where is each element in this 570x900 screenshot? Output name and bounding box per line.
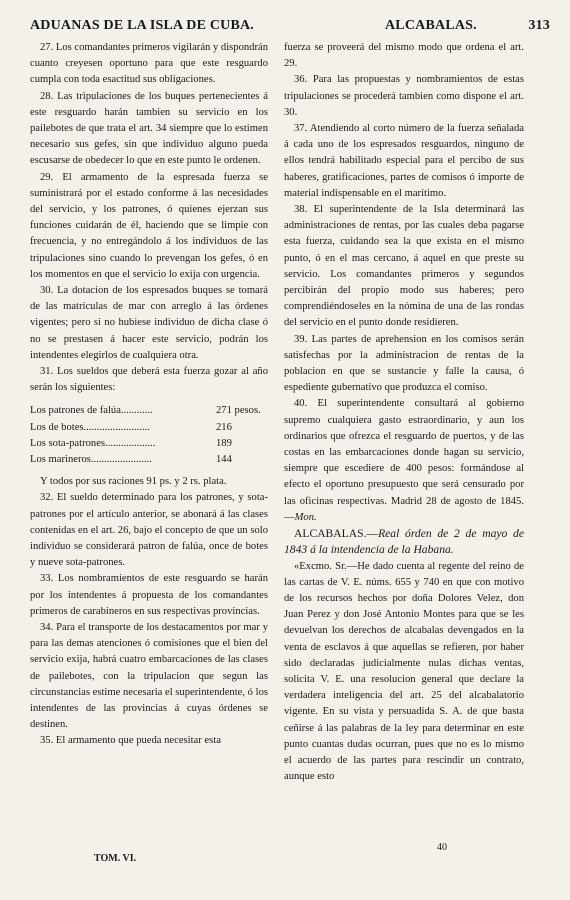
article-29: 29. El armamento de la espresada fuerza se suministrará por el estado conforme á las necesidades del servicio, y los patrones, ó quienes ejerzan sus funciones cuidarán de él, haciendo que se limpie con frecuencia, y no entregándolo á los individuos de las tripulaciones sino cuando lo prevengan los gefes, ó en los momentos en que el servicio lo exija con urgencia. bbox=[30, 171, 268, 280]
salary-label: Los marineros....................... bbox=[30, 454, 152, 466]
article-28: 28. Las tripulaciones de los buques pertenecientes á este resguardo harán tambien su servicio en los pailebotes de que trata el art. 34 siempre que lo estimen necesario sus gefes, sin que individuo alguno pueda escusarse de obedecer lo que en este punto le ordenen. bbox=[30, 90, 268, 167]
running-header bbox=[30, 18, 550, 36]
section-title: ALCABALAS.— bbox=[294, 527, 379, 541]
salary-label: Los de botes......................... bbox=[30, 421, 150, 433]
article-36: 36. Para las propuestas y nombramientos de estas tripulaciones se procederá tambien como dispone el art. 30. bbox=[284, 74, 524, 118]
salary-label: Los sota-patrones................... bbox=[30, 437, 156, 449]
right-column bbox=[284, 40, 524, 785]
article-34: 34. Para el transporte de los destacamentos por mar y para las demas atenciones ó comisiones que el bien del servicio exija, habrá cuatro embarcaciones de las clases de pailebotes, con la tripulacion que segun las circunstancias estime necesaria el superintendente, ó los intendentes de las provincias á cuyas órdenes se destinen. bbox=[30, 622, 268, 731]
section-subtitle: Real órden de 2 de mayo de 1843 á la intendencia de la Habana. bbox=[284, 527, 524, 557]
royal-order-text: «Excmo. Sr.—He dado cuenta al regente del reino de las cartas de V. E. núms. 655 y 740 en que con motivo de los recursos hechos por doña Dolores Velez, don Juan Perez y don José Antonio Montes para que se les devuelvan los derechos de alcabalas devengados en la venta de esclavos á que aquellas se refieren, por haber sido declaradas judicialmente nulas dichas ventas, solicita V. E. una resolucion general que declare la verdadera inteligencia del art. 25 del alcabalatorio vigente. En su vista y persuadida S. A. de que basta ceñirse á las palabras de la ley para determinar en este punto cuantas dudas ocurran, pues que no es lo mismo el acuerdo de las partes para rescindir un contrato, aunque esto bbox=[284, 560, 524, 783]
article-35: 35. El armamento que pueda necesitar esta bbox=[40, 735, 221, 747]
header-right-title: ALCABALAS. bbox=[385, 18, 477, 33]
table-row bbox=[30, 436, 268, 452]
rations-line: Y todos por sus raciones 91 ps. y 2 rs. plata. bbox=[40, 476, 227, 488]
salary-label: Los patrones de falúa............ bbox=[30, 405, 153, 417]
article-30: 30. La dotacion de los espresados buques se tomará de las matrículas de mar con arreglo á las órdenes vigentes; pero si no hubiese individuo de dicha clase ó no se prestasen á hacer este servicio, podrán los intendentes elegirlos de cualquiera otra. bbox=[30, 285, 268, 361]
table-row bbox=[30, 403, 268, 419]
salary-value: 271 pesos. bbox=[216, 405, 261, 417]
signature-mon: Mon. bbox=[294, 511, 317, 523]
salary-table bbox=[30, 403, 268, 468]
article-39: 39. Las partes de aprehension en los comisos serán satisfechas por la administracion de rentas de la poblacion en que se sustancie y falle la causa, ó espediente gubernativo que produzca el comiso. bbox=[284, 333, 524, 394]
article-35-continued: fuerza se proveerá del mismo modo que ordena el art. 29. bbox=[284, 42, 524, 70]
article-27: 27. Los comandantes primeros vigilarán y dispondrán cuanto creyesen oportuno para que este resguardo cumpla con toda esactitud sus obligaciones. bbox=[30, 42, 269, 86]
page-number: 313 bbox=[528, 18, 550, 33]
salary-value: 144 bbox=[216, 454, 232, 466]
article-38: 38. El superintendente de la Isla determinará las administraciones de rentas, por las cuales deba pagarse esta fuerza, cuidando sea la que exista en el mismo punto, ó en el mas cercano, á aquel en que preste su servicio. Los comandantes primeros y segundos percibirán del propio modo sus haberes; pero comprendiéndoseles en la nómina de una de las rondas del servicio en el punto donde residieren. bbox=[284, 204, 524, 329]
volume-label: TOM. VI. bbox=[94, 853, 137, 864]
article-31: 31. Los sueldos que deberá esta fuerza gozar al año serán los siguientes: bbox=[30, 366, 268, 394]
table-row bbox=[30, 452, 268, 468]
left-column bbox=[30, 40, 268, 750]
article-33: 33. Los nombramientos de este resguardo se harán por los intendentes á propuesta de los comandantes primeros de carabineros en sus respectivas provincias. bbox=[30, 573, 268, 617]
section-heading bbox=[284, 526, 524, 558]
article-40 bbox=[284, 396, 524, 526]
signature-mark: 40 bbox=[437, 842, 447, 853]
article-37: 37. Atendiendo al corto número de la fuerza señalada á cada uno de los espresados resguardos, ninguno de ellos tendrá habilitado especial para el percibo de sus haberes, gratificaciones, partes de comisos ó importe de material indispensable en el marítimo. bbox=[284, 123, 524, 199]
salary-value: 189 bbox=[216, 437, 232, 449]
article-40-text: 40. El superintendente consultará al gobierno supremo cualquiera gasto estraordinario, y aun los ordinarios que ofrezca el resguardo de puertos, y de las costas en las embarcaciones donde hagan su servicio, siempre que escediere de 400 pesos: formándose al efecto el oportuno presupuesto que será censurado por las oficinas respectivas. Madrid 28 de agosto de 1845.— bbox=[284, 398, 524, 523]
article-32: 32. El sueldo determinado para los patrones, y sota-patrones por el artículo anterior, se abonará á las clases contenidas en el art. 26, bajo el concepto de que un solo individuo se considerará patron de falúa, once de botes y nueve sota-patrones. bbox=[30, 492, 268, 569]
salary-value: 216 bbox=[216, 421, 232, 433]
header-left-title: ADUANAS DE LA ISLA DE CUBA. bbox=[30, 18, 254, 33]
table-row bbox=[30, 420, 268, 436]
